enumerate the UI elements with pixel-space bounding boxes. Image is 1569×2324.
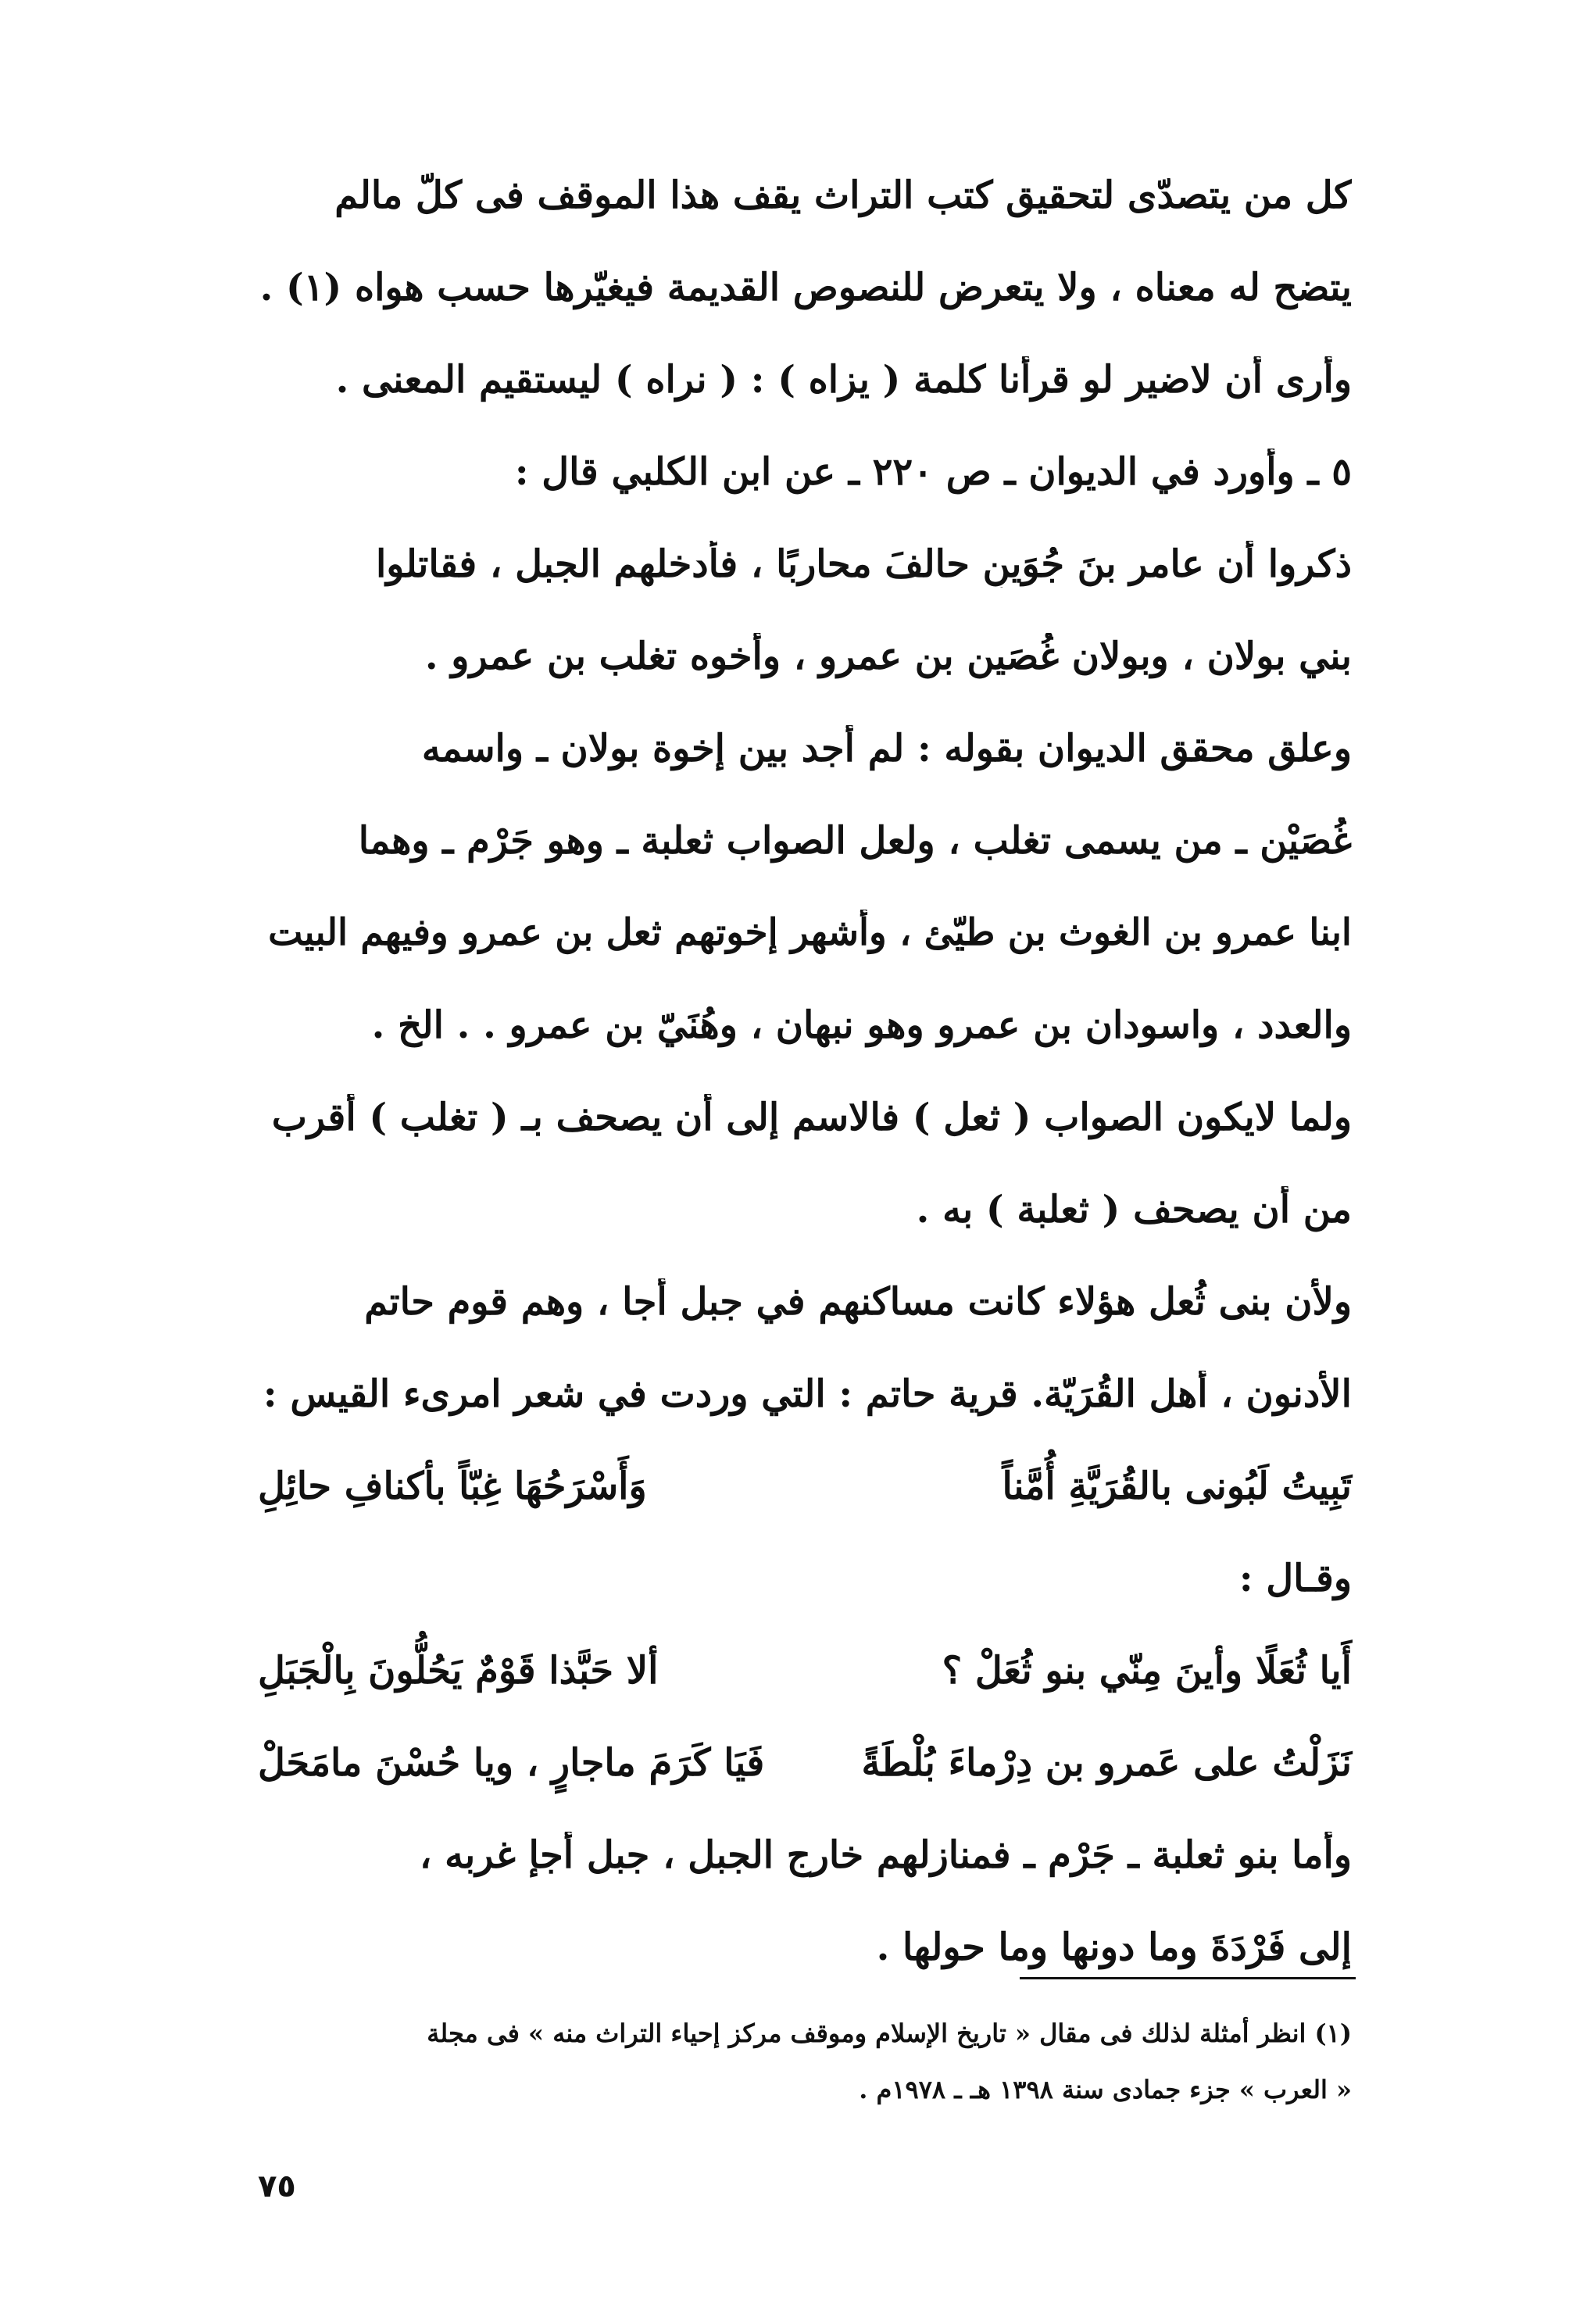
body-line: ذكروا أن عامر بنَ جُوَينٍ حالفَ محاربًا ، فأدخلهم الجبل ، فقاتلوا xyxy=(375,542,1352,586)
body-line: والعدد ، واسودان بن عمرو وهو نبهان ، وهُنَيّ بن عمرو . . الخ . xyxy=(371,1003,1352,1047)
verse-first-hemistich: أَيا ثُعَلًا وأينَ مِنّي بنو ثُعَلْ ؟ xyxy=(942,1649,1352,1693)
footnote-separator xyxy=(1020,1977,1356,1979)
verse-first-hemistich: تَبِيتُ لَبُونى بالقُرَيَّةِ أُمَّناً xyxy=(1002,1464,1352,1508)
body-line: وأما بنو ثعلبة ـ جَرْم ـ فمنازلهم خارج الجبل ، جبل أجإ غربه ، xyxy=(419,1833,1352,1877)
verse-second-hemistich: ألا حَبَّذا قَوْمٌ يَحُلُّونَ بِالْجَبَلِ xyxy=(258,1649,659,1693)
footnote-line: « العرب » جزء جمادى سنة ١٣٩٨ هـ ـ ١٩٧٨م . xyxy=(859,2075,1352,2104)
body-line: إلى فَرْدَةَ وما دونها وما حولها . xyxy=(876,1925,1352,1969)
verse-second-hemistich: وَأَسْرَحُهَا غِبّاً بأكنافِ حائِلِ xyxy=(258,1464,647,1508)
body-line: غُصَيْن ـ من يسمى تغلب ، ولعل الصواب ثعلبة ـ وهو جَرْم ـ وهما xyxy=(358,819,1352,863)
verse-first-hemistich: نَزَلْتُ على عَمرو بن دِرْماءَ بُلْطَةً xyxy=(861,1741,1352,1785)
body-line: الأدنون ، أهل القُرَيّة. قرية حاتم : التي وردت في شعر امرىء القيس : xyxy=(263,1372,1352,1416)
body-line: وعلق محقق الديوان بقوله : لم أجد بين إخوة بولان ـ واسمه xyxy=(421,727,1352,770)
poem-verse xyxy=(258,1647,1352,1694)
body-line: ولأن بنى ثُعل هؤلاء كانت مساكنهم في جبل أجا ، وهم قوم حاتم xyxy=(364,1280,1352,1324)
body-line: ولما لايكون الصواب ( ثعل ) فالاسم إلى أن يصحف بـ ( تغلب ) أقرب xyxy=(271,1096,1352,1139)
body-line: كل من يتصدّى لتحقيق كتب التراث يقف هذا الموقف فى كلّ مالم xyxy=(334,173,1352,217)
body-line: يتضح له معناه ، ولا يتعرض للنصوص القديمة فيغيّرها حسب هواه (١) . xyxy=(259,266,1352,309)
body-line: ٥ ـ وأورد في الديوان ـ ص ٢٢٠ ـ عن ابن الكلبي قال : xyxy=(514,450,1352,494)
poem-verse xyxy=(258,1463,1352,1510)
footnote-line: (١) انظر أمثلة لذلك فى مقال « تاريخ الإسلام وموقف مركز إحياء التراث منه » فى مجلة xyxy=(427,2018,1352,2048)
body-text xyxy=(258,172,1352,2016)
footnote xyxy=(258,2016,1352,2129)
body-line: وأرى أن لاضير لو قرأنا كلمة ( يزاه ) : ( نراه ) ليستقيم المعنى . xyxy=(335,358,1352,402)
body-line: من أن يصحف ( ثعلبة ) به . xyxy=(916,1188,1352,1232)
body-line: ابنا عمرو بن الغوث بن طيّئ ، وأشهر إخوتهم ثعل بن عمرو وفيهم البيت xyxy=(268,911,1352,954)
said-line: وقـال : xyxy=(1238,1557,1352,1600)
body-line: بني بولان ، وبولان غُصَين بن عمرو ، وأخوه تغلب بن عمرو . xyxy=(424,635,1352,678)
page-number: ٧٥ xyxy=(258,2168,296,2204)
verse-second-hemistich: فَيَا كَرَمَ ماجارٍ ، ويا حُسْنَ مامَحَلْ xyxy=(258,1741,765,1785)
poem-verse xyxy=(258,1739,1352,1786)
